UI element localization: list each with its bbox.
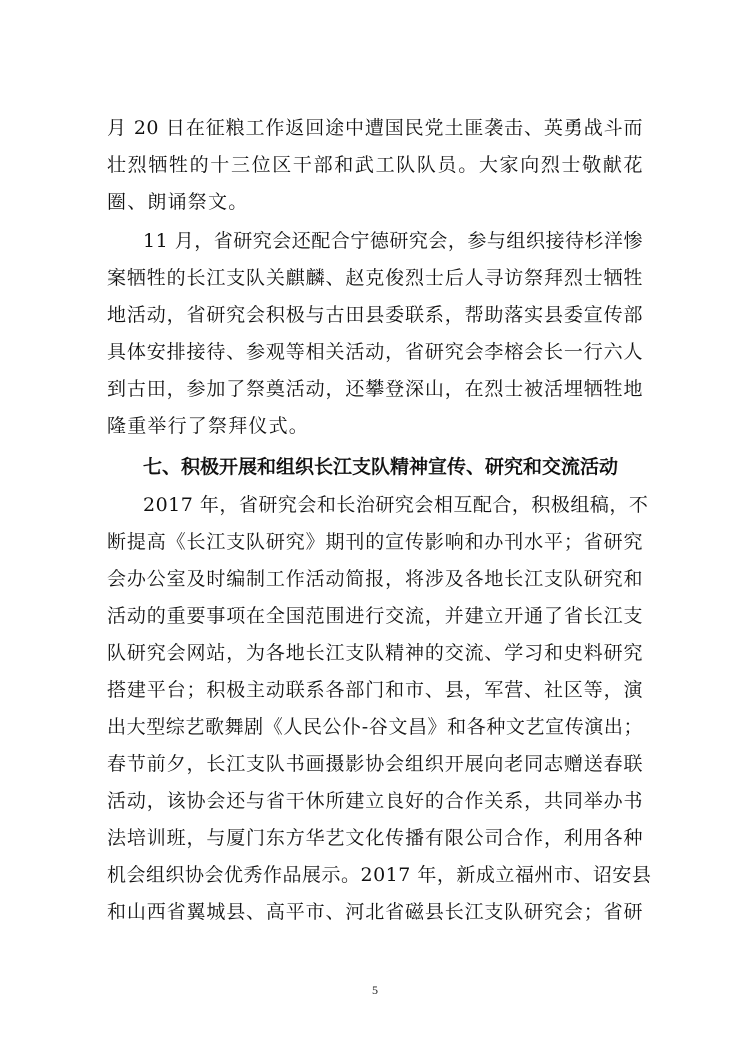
section-paragraph-line-1: 2017 年，省研究会和长治研究会相互配合，积极组稿，不: [143, 494, 649, 516]
section-paragraph-line-9: 活动，该协会还与省干休所建立良好的合作关系，共同举办书: [107, 790, 643, 812]
paragraph-2-line-4: 具体安排接待、参观等相关活动，省研究会李榕会长一行六人: [107, 341, 643, 363]
section-heading: 七、积极开展和组织长江支队精神宣传、研究和交流活动: [143, 456, 619, 478]
paragraph-1-line-2: 壮烈牺牲的十三位区干部和武工队队员。大家向烈士敬献花: [107, 154, 643, 176]
section-paragraph-line-12: 和山西省翼城县、高平市、河北省磁县长江支队研究会；省研: [107, 901, 643, 923]
section-paragraph-line-7: 出大型综艺歌舞剧《人民公仆-谷文昌》和各种文艺宣传演出；: [107, 716, 643, 738]
paragraph-1-line-1: 月 20 日在征粮工作返回途中遭国民党土匪袭击、英勇战斗而: [107, 117, 643, 139]
section-paragraph-line-10: 法培训班，与厦门东方华艺文化传播有限公司合作，利用各种: [107, 827, 643, 849]
paragraph-2-line-3: 地活动，省研究会积极与古田县委联系，帮助落实县委宣传部: [107, 304, 643, 326]
page-number: 5: [372, 983, 378, 997]
section-paragraph-line-2: 断提高《长江支队研究》期刊的宣传影响和办刊水平；省研究: [107, 531, 643, 553]
paragraph-2-line-6: 隆重举行了祭拜仪式。: [107, 415, 310, 437]
section-paragraph-line-5: 队研究会网站，为各地长江支队精神的交流、学习和史料研究: [107, 642, 643, 664]
section-paragraph-line-11: 机会组织协会优秀作品展示。2017 年，新成立福州市、诏安县: [107, 864, 652, 886]
section-paragraph-line-3: 会办公室及时编制工作活动简报，将涉及各地长江支队研究和: [107, 568, 643, 590]
paragraph-2-line-2: 案牺牲的长江支队关麒麟、赵克俊烈士后人寻访祭拜烈士牺牲: [107, 267, 643, 289]
paragraph-1-line-3: 圈、朗诵祭文。: [107, 191, 249, 213]
paragraph-2-line-1: 11 月，省研究会还配合宁德研究会，参与组织接待杉洋惨: [143, 230, 643, 252]
section-paragraph-line-8: 春节前夕，长江支队书画摄影协会组织开展向老同志赠送春联: [107, 753, 643, 775]
section-paragraph-line-6: 搭建平台；积极主动联系各部门和市、县，军营、社区等，演: [107, 679, 643, 701]
paragraph-2-line-5: 到古田，参加了祭奠活动，还攀登深山，在烈士被活埋牺牲地: [107, 378, 643, 400]
section-paragraph-line-4: 活动的重要事项在全国范围进行交流，并建立开通了省长江支: [107, 605, 643, 627]
